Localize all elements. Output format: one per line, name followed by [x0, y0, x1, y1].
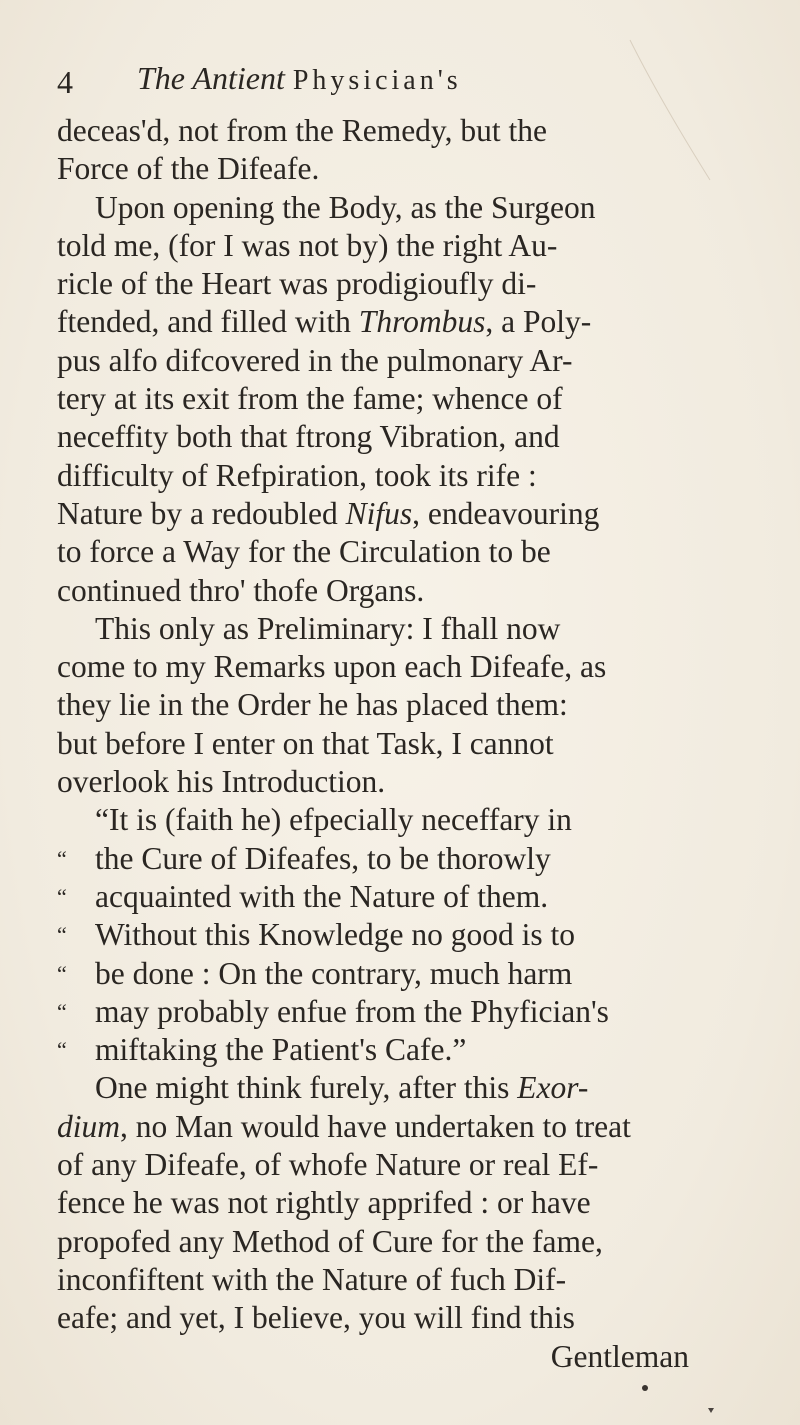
quote-mark: “ [57, 998, 67, 1024]
text-line: neceffity both that ftrong Vibration, and [57, 419, 560, 455]
quote-mark: “ [57, 883, 67, 909]
text-run: , endeavouring [412, 495, 600, 531]
text-line: of any Difeafe, of whofe Nature or real Ef- [57, 1147, 599, 1183]
text-line: to force a Way for the Circulation to be [57, 534, 551, 570]
catchword: Gentleman [550, 1338, 689, 1374]
text-line: ricle of the Heart was prodigioufly di- [57, 266, 537, 302]
running-title-italic: The Antient [137, 60, 285, 96]
text-run: miftaking the Patient's Cafe.” [95, 1032, 467, 1068]
running-title-smallcaps: Physician's [292, 65, 462, 96]
text-run: It is (faith he) efpecially neceffary in [108, 802, 572, 838]
text-line: but before I enter on that Task, I cannot [57, 725, 554, 761]
text-line: tery at its exit from the fame; whence of [57, 381, 563, 417]
text-run: Without this Knowledge no good is to [95, 917, 575, 953]
italic-term: Exor- [517, 1070, 589, 1106]
text-run: may probably enfue from the Phyfician's [95, 993, 609, 1029]
text-run: ftended, and filled with [57, 304, 359, 340]
text-line: pus alfo difcovered in the pulmonary Ar- [57, 342, 573, 378]
text-run: Nature by a redoubled [57, 495, 346, 531]
text-run: acquainted with the Nature of them. [95, 878, 549, 914]
text-run: , no Man would have undertaken to treat [120, 1108, 631, 1144]
text-line: they lie in the Order he has placed them: [57, 687, 568, 723]
italic-term: dium [57, 1108, 120, 1144]
text-run: One might think furely, after this [95, 1070, 518, 1106]
text-line: overlook his Introduction. [57, 764, 386, 800]
text-line: difficulty of Refpiration, took its rife : [57, 457, 537, 493]
italic-term: Thrombus [358, 304, 486, 340]
text-line: told me, (for I was not by) the right Au- [57, 227, 558, 263]
quote-mark: “ [57, 1037, 67, 1063]
text-run: the Cure of Difeafes, to be thorowly [95, 840, 551, 876]
text-run: , a Poly- [485, 304, 592, 340]
ink-speck [642, 1385, 648, 1391]
quote-mark: “ [57, 922, 67, 948]
text-line: Force of the Difeafe. [57, 151, 320, 187]
page-number: 4 [57, 64, 73, 100]
text-line: deceas'd, not from the Remedy, but the [57, 113, 547, 148]
text-line: come to my Remarks upon each Difeafe, as [57, 649, 607, 685]
quote-mark: “ [57, 845, 67, 871]
text-line: This only as Preliminary: I fhall now [95, 610, 561, 646]
quote-mark: “ [57, 960, 67, 986]
text-line: propofed any Method of Cure for the fame, [57, 1223, 603, 1259]
text-line: inconfiftent with the Nature of fuch Dif- [57, 1261, 567, 1297]
text-line: eafe; and yet, I believe, you will find this [57, 1300, 575, 1336]
quote-mark: “ [95, 802, 109, 838]
text-line: Upon opening the Body, as the Surgeon [95, 189, 596, 225]
paper-crease [630, 40, 710, 180]
text-line: fence he was not rightly apprifed : or have [57, 1185, 591, 1221]
text-run: be done : On the contrary, much harm [95, 955, 573, 991]
text-line: continued thro' thofe Organs. [57, 572, 425, 608]
italic-term: Nifus [345, 495, 413, 531]
ink-speck [708, 1408, 714, 1413]
